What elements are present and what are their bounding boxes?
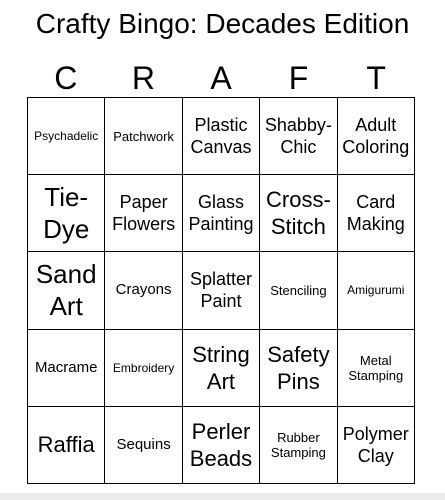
cell-label: Patchwork	[113, 128, 174, 144]
bingo-board	[27, 97, 415, 484]
bingo-cell-polymer-clay[interactable]	[338, 407, 415, 484]
cell-label: Rubber Stamping	[270, 429, 326, 460]
bingo-cell-tie-dye[interactable]	[28, 175, 105, 252]
bingo-cell-metal-stamping[interactable]	[338, 330, 415, 407]
bingo-cell-stenciling[interactable]	[260, 252, 337, 329]
bingo-cell-plastic-canvas[interactable]	[183, 98, 260, 175]
column-header-c: C	[54, 60, 78, 96]
bingo-cell-shabby-chic[interactable]	[260, 98, 337, 175]
cell-label: Amigurumi	[347, 283, 405, 298]
bingo-cell-amigurumi[interactable]	[338, 252, 415, 329]
cell-label: Psychadelic	[34, 129, 99, 144]
bingo-cell-glass-painting[interactable]	[183, 175, 260, 252]
cell-label: Stenciling	[270, 282, 327, 298]
cell-label: Polymer Clay	[342, 423, 409, 466]
bingo-cell-string-art[interactable]	[183, 330, 260, 407]
bingo-cell-embroidery[interactable]	[105, 330, 182, 407]
bingo-cell-rubber-stamping[interactable]	[260, 407, 337, 484]
bingo-cell-card-making[interactable]	[338, 175, 415, 252]
bingo-cell-paper-flowers[interactable]	[105, 175, 182, 252]
bingo-cell-adult-coloring[interactable]	[338, 98, 415, 175]
column-header-r: R	[131, 60, 155, 96]
cell-label: Raffia	[37, 432, 95, 458]
cell-label: Tie-Dye	[43, 182, 90, 245]
cell-label: Shabby-Chic	[264, 115, 332, 158]
cell-label: Adult Coloring	[342, 115, 410, 158]
column-header-t: T	[366, 60, 386, 96]
bingo-cell-cross-stitch[interactable]	[260, 175, 337, 252]
bingo-cell-sequins[interactable]	[105, 407, 182, 484]
bingo-cell-psychadelic[interactable]	[28, 98, 105, 175]
cell-label: String Art	[192, 341, 250, 394]
cell-label: Embroidery	[112, 360, 175, 375]
cell-label: Crayons	[115, 281, 172, 299]
cell-label: Metal Stamping	[348, 352, 404, 383]
bottom-divider	[0, 493, 445, 500]
cell-label: Macrame	[34, 358, 98, 376]
bingo-cell-raffia[interactable]	[28, 407, 105, 484]
column-header-f: F	[288, 60, 309, 96]
cell-label: Paper Flowers	[112, 192, 176, 235]
bingo-cell-safety-pins[interactable]	[260, 330, 337, 407]
bingo-cell-splatter-paint[interactable]	[183, 252, 260, 329]
cell-label: Card Making	[346, 192, 405, 235]
bingo-cell-perler-beads[interactable]	[183, 407, 260, 484]
cell-label: Safety Pins	[267, 341, 330, 394]
board-title: Crafty Bingo: Decades Edition	[35, 8, 410, 39]
cell-label: Plastic Canvas	[190, 115, 252, 158]
cell-label: Splatter Paint	[189, 269, 253, 312]
cell-label: Cross-Stitch	[266, 187, 331, 240]
column-header-row	[27, 58, 415, 98]
cell-label: Sand Art	[35, 259, 97, 322]
bingo-cell-sand-art[interactable]	[28, 252, 105, 329]
cell-label: Glass Painting	[188, 192, 254, 235]
cell-label: Sequins	[116, 435, 171, 453]
cell-label: Perler Beads	[189, 418, 253, 471]
bingo-cell-patchwork[interactable]	[105, 98, 182, 175]
bingo-cell-macrame[interactable]	[28, 330, 105, 407]
bingo-cell-crayons[interactable]	[105, 252, 182, 329]
column-header-a: A	[210, 60, 232, 96]
